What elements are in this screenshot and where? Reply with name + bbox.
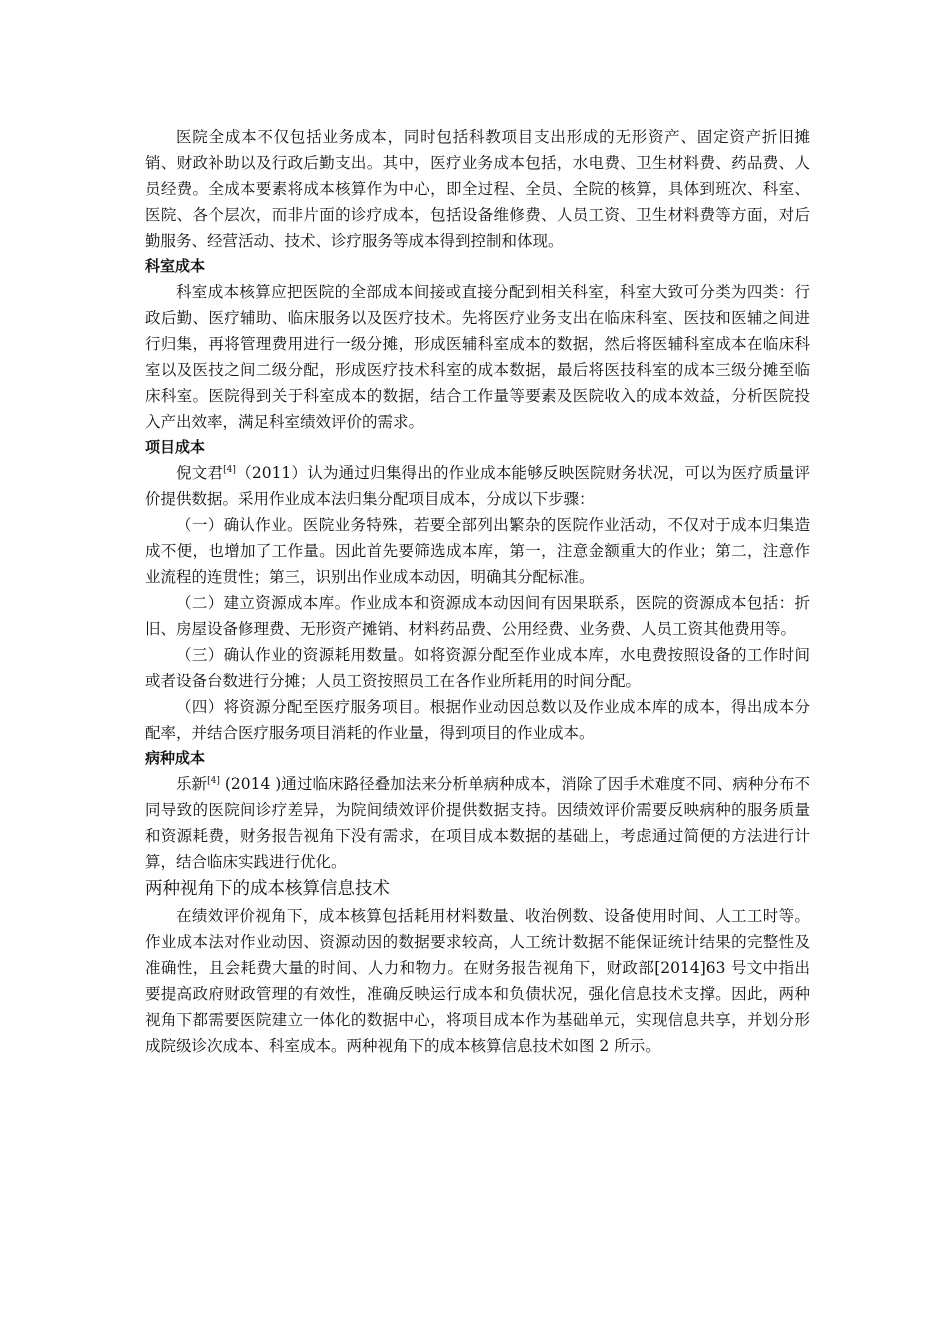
paragraph-department-cost: 科室成本核算应把医院的全部成本间接或直接分配到相关科室，科室大致可分类为四类：行政后勤、医疗辅助、临床服务以及医疗技术。先将医疗业务支出在临床科室、医技和医辅之间进行归集，再将管理费用进行一级分摊，形成医辅科室成本的数据，然后将医辅科室成本在临床科室以及医技之间二级分配，形成医疗技术科室的成本数据，最后将医技科室的成本三级分摊至临床科室。医院得到关于科室成本的数据，结合工作量等要素及医院收入的成本效益，分析医院投入产出效率，满足科室绩效评价的需求。 <box>145 283 810 431</box>
paragraph-project-cost <box>145 460 810 512</box>
heading-project-cost: 项目成本 <box>145 438 206 456</box>
step-2: （二）建立资源成本库。作业成本和资源成本动因间有因果联系，医院的资源成本包括：折旧、房屋设备修理费、无形资产摊销、材料药品费、公用经费、业务费、人员工资其他费用等。 <box>145 594 810 638</box>
paragraph-full-cost: 医院全成本不仅包括业务成本，同时包括科教项目支出形成的无形资产、固定资产折旧摊销、财政补助以及行政后勤支出。其中，医疗业务成本包括，水电费、卫生材料费、药品费、人员经费。全成本要素将成本核算作为中心，即全过程、全员、全院的核算，具体到班次、科室、医院、各个层次，而非片面的诊疗成本，包括设备维修费、人员工资、卫生材料费等方面，对后勤服务、经营活动、技术、诊疗服务等成本得到控制和体现。 <box>145 128 810 250</box>
document-page <box>145 124 810 1059</box>
citation-ref: [4] <box>207 775 220 786</box>
paragraph-text: （2011）认为通过归集得出的作业成本能够反映医院财务状况，可以为医疗质量评价提供数据。采用作业成本法归集分配项目成本，分成以下步骤： <box>145 464 810 508</box>
heading-disease-cost: 病种成本 <box>145 749 206 767</box>
heading-department-cost: 科室成本 <box>145 257 206 275</box>
citation-ref: [4] <box>223 464 236 475</box>
heading-two-perspectives: 两种视角下的成本核算信息技术 <box>145 879 390 899</box>
author-name: 乐新 <box>176 775 208 793</box>
paragraph-it-technology: 在绩效评价视角下，成本核算包括耗用材料数量、收治例数、设备使用时间、人工工时等。作业成本法对作业动因、资源动因的数据要求较高，人工统计数据不能保证统计结果的完整性及准确性，且会耗费大量的时间、人力和物力。在财务报告视角下，财政部[2014]63 号文中指出要提高政府财政管理的有效性，准确反映运行成本和负债状况，强化信息技术支撑。因此，两种视角下都需要医院建立一体化的数据中心，将项目成本作为基础单元，实现信息共享，并划分形成院级诊次成本、科室成本。两种视角下的成本核算信息技术如图 2 所示。 <box>145 907 810 1055</box>
step-3: （三）确认作业的资源耗用数量。如将资源分配至作业成本库，水电费按照设备的工作时间或者设备台数进行分摊；人员工资按照员工在各作业所耗用的时间分配。 <box>145 646 810 690</box>
paragraph-disease-cost <box>145 771 810 875</box>
author-name: 倪文君 <box>176 464 224 482</box>
step-4: （四）将资源分配至医疗服务项目。根据作业动因总数以及作业成本库的成本，得出成本分配率，并结合医疗服务项目消耗的作业量，得到项目的作业成本。 <box>145 698 810 742</box>
step-1: （一）确认作业。医院业务特殊，若要全部列出繁杂的医院作业活动，不仅对于成本归集造成不便，也增加了工作量。因此首先要筛选成本库，第一，注意金额重大的作业；第二，注意作业流程的连贯性；第三，识别出作业成本动因，明确其分配标准。 <box>145 516 810 586</box>
paragraph-text: (2014 )通过临床路径叠加法来分析单病种成本，消除了因手术难度不同、病种分布不同导致的医院间诊疗差异，为院间绩效评价提供数据支持。因绩效评价需要反映病种的服务质量和资源耗费，财务报告视角下没有需求，在项目成本数据的基础上，考虑通过简便的方法进行计算，结合临床实践进行优化。 <box>145 775 810 871</box>
